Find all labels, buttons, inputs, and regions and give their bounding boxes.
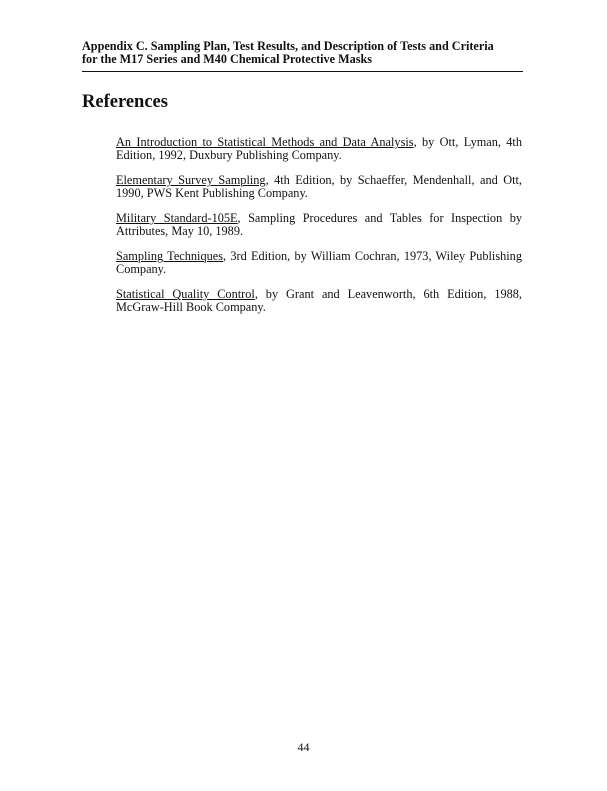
reference-list: [116, 136, 522, 326]
reference-details: , Sampling Procedures and Tables for Inspection by Attributes, May 10, 1989.: [116, 211, 522, 238]
reference-item: [116, 174, 522, 200]
reference-title: An Introduction to Statistical Methods and Data Analysis: [116, 135, 414, 149]
reference-title: Military Standard-105E: [116, 211, 238, 225]
section-title: References: [82, 92, 168, 112]
reference-details: , by Grant and Leavenworth, 6th Edition, 1988, McGraw-Hill Book Company.: [116, 287, 522, 314]
running-header-line-2: for the M17 Series and M40 Chemical Protective Masks: [82, 52, 372, 66]
reference-details: , by Ott, Lyman, 4th Edition, 1992, Duxbury Publishing Company.: [116, 135, 523, 162]
reference-details: , 4th Edition, by Schaeffer, Mendenhall, and Ott, 1990, PWS Kent Publishing Company.: [116, 173, 522, 200]
reference-details: , 3rd Edition, by William Cochran, 1973, Wiley Publishing Company.: [116, 249, 522, 276]
running-header: [82, 40, 527, 66]
reference-title: Sampling Techniques: [116, 249, 223, 263]
reference-item: [116, 250, 522, 276]
reference-item: [116, 288, 522, 314]
reference-title: Statistical Quality Control: [116, 287, 255, 301]
reference-item: [116, 212, 522, 238]
reference-title: Elementary Survey Sampling: [116, 173, 266, 187]
page-number: 44: [297, 740, 310, 754]
reference-item: [116, 136, 522, 162]
running-header-line-1: Appendix C. Sampling Plan, Test Results, and Description of Tests and Criteria: [82, 39, 494, 53]
header-divider: [82, 71, 523, 72]
